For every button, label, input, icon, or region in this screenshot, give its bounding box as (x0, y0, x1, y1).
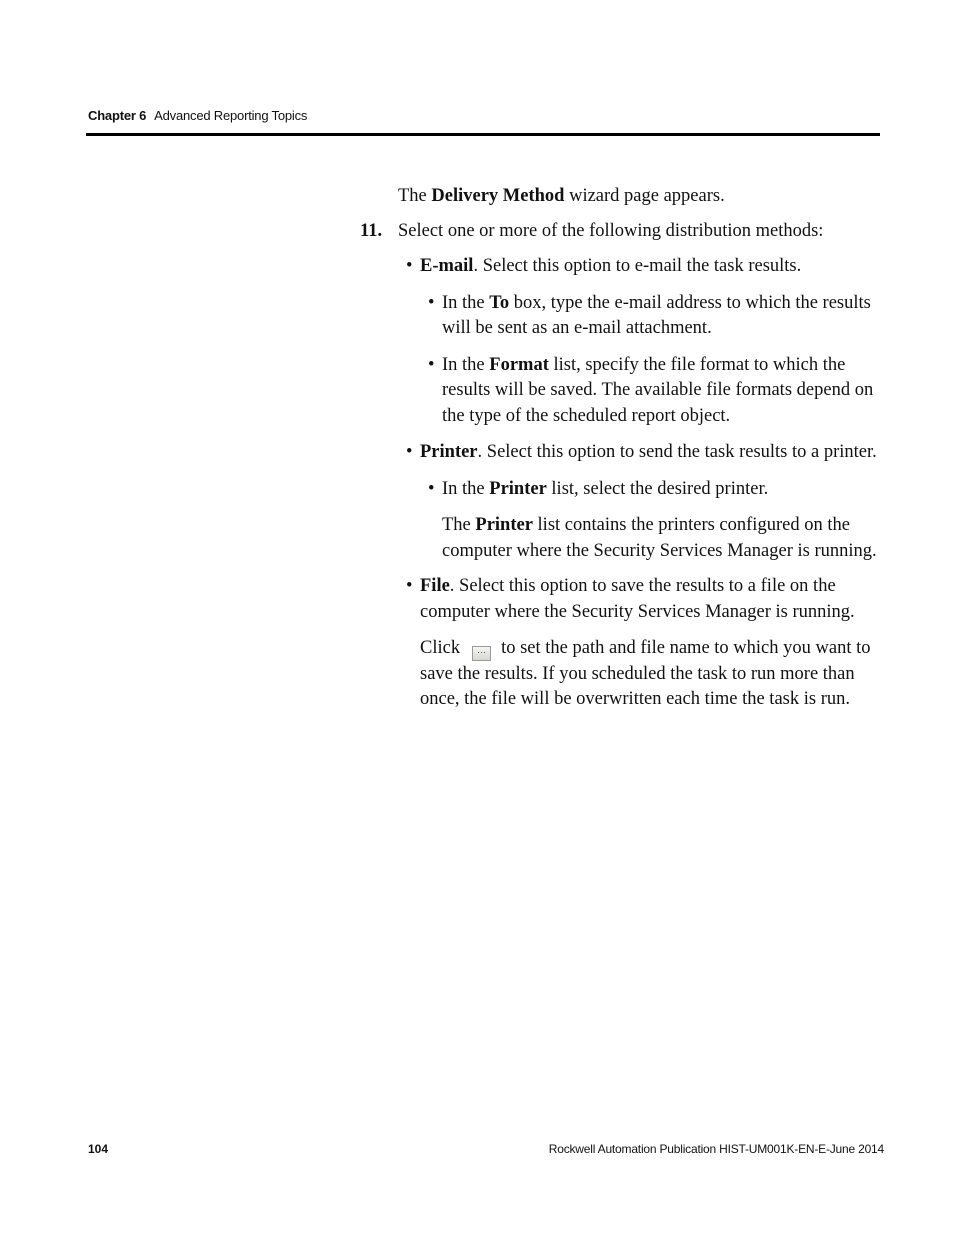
printer-note (442, 513, 880, 564)
printer-note-pre: The (442, 515, 476, 535)
printer-select-post: list, select the desired printer. (546, 478, 769, 499)
printer-select-pre: In the (442, 478, 490, 499)
file-text: . Select this option to save the results to a file on the computer where the Security Services Manager is running. (420, 576, 855, 622)
step-11 (360, 219, 880, 245)
email-to-bold: To (489, 292, 510, 313)
bullet-icon: • (406, 256, 413, 276)
intro-text-pre: The (398, 186, 432, 206)
bullet-icon: • (406, 442, 413, 462)
bullet-icon: • (428, 478, 435, 499)
file-item-text (420, 574, 880, 625)
email-format-bold: Format (489, 354, 549, 375)
printer-bold: Printer (420, 442, 478, 462)
printer-note-bold: Printer (475, 515, 533, 535)
browse-button-icon: ··· (472, 646, 491, 661)
intro-bold: Delivery Method (431, 186, 565, 206)
intro-text-post: wizard page appears. (564, 186, 725, 206)
file-bold: File (420, 576, 450, 596)
file-click-post: to set the path and file name to which you want to save the results. If you scheduled the task to run more than once, the file will be overwritten each time the task is run. (420, 638, 871, 709)
list-item-printer-select (428, 477, 880, 503)
bullet-icon: • (428, 292, 435, 313)
printer-text: . Select this option to send the task results to a printer. (477, 442, 877, 462)
list-item-email (406, 254, 880, 280)
email-text: . Select this option to e-mail the task results. (473, 256, 802, 276)
main-content (360, 184, 880, 723)
page-number: 104 (88, 1142, 109, 1156)
file-click-paragraph (420, 636, 880, 713)
chapter-label: Chapter 6 (88, 108, 147, 123)
intro-paragraph (398, 184, 880, 210)
page-header (88, 108, 307, 123)
email-to-text (442, 291, 880, 342)
printer-select-bold: Printer (489, 478, 547, 499)
email-item-text (420, 254, 880, 280)
bullet-icon: • (428, 354, 435, 375)
list-item-email-to (428, 291, 880, 342)
file-click-pre: Click (420, 638, 461, 658)
email-format-pre: In the (442, 354, 490, 375)
list-item-file (406, 574, 880, 625)
email-format-text (442, 353, 880, 430)
step-text: Select one or more of the following distribution methods: (398, 220, 824, 241)
printer-select-text (442, 477, 880, 503)
publication-info: Rockwell Automation Publication HIST-UM001K-EN-E-June 2014 (548, 1142, 884, 1156)
bullet-icon: • (406, 576, 413, 596)
step-number: 11. (360, 220, 383, 241)
printer-note-post: list contains the printers configured on the computer where the Security Services Manager is running. (442, 515, 877, 561)
chapter-title: Advanced Reporting Topics (154, 108, 308, 123)
email-bold: E-mail (420, 256, 474, 276)
email-to-pre: In the (442, 292, 490, 313)
email-to-post: box, type the e-mail address to which the results will be sent as an e-mail attachment. (442, 292, 871, 338)
printer-item-text (420, 440, 880, 466)
header-rule (86, 133, 880, 136)
list-item-printer (406, 440, 880, 466)
list-item-email-format (428, 353, 880, 430)
email-format-post: list, specify the file format to which the results will be saved. The available file formats depend on the type of the scheduled report object. (442, 354, 874, 426)
